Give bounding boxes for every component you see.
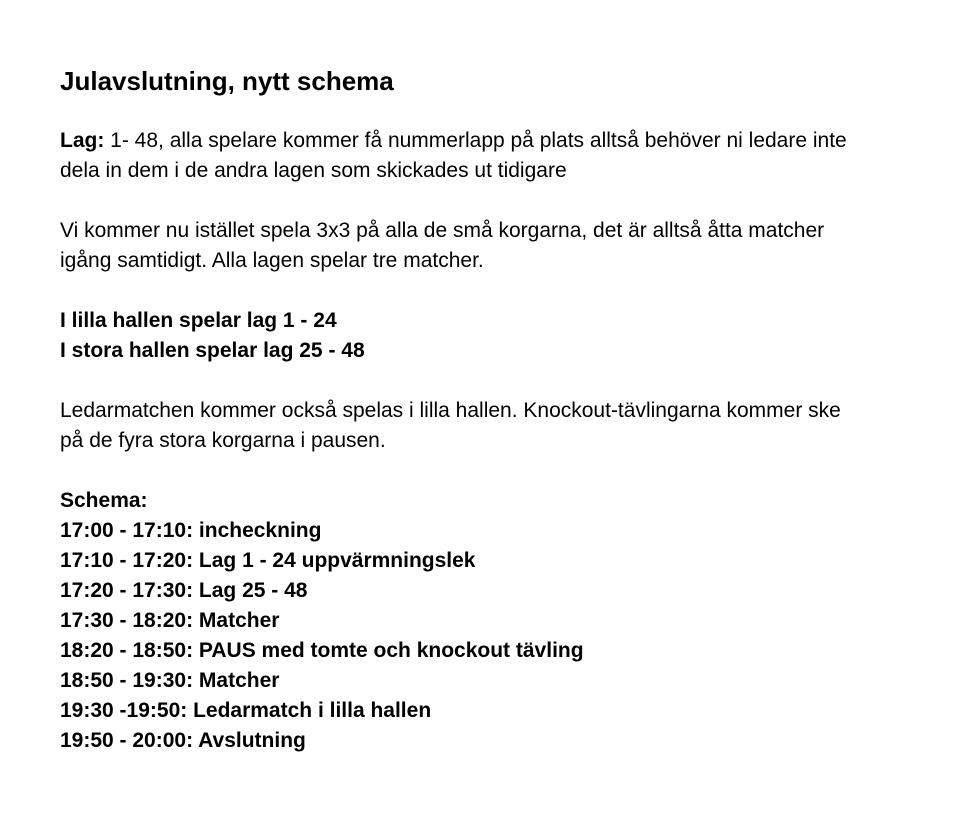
schedule-block	[60, 486, 906, 756]
schedule-item-checkin: 17:00 - 17:10: incheckning	[60, 519, 322, 542]
paragraph-format-line-2: igång samtidigt. Alla lagen spelar tre matcher.	[60, 249, 484, 272]
paragraph-teams-line-2: dela in dem i de andra lagen som skickades ut tidigare	[60, 159, 567, 182]
paragraph-teams	[60, 126, 906, 186]
schedule-item-matches-2: 18:50 - 19:30: Matcher	[60, 669, 280, 692]
paragraph-ledarmatch-line-1: Ledarmatchen kommer också spelas i lilla hallen. Knockout-tävlingarna kommer ske	[60, 399, 841, 422]
paragraph-ledarmatch-line-2: på de fyra stora korgarna i pausen.	[60, 429, 386, 452]
hall-big-assignment: I stora hallen spelar lag 25 - 48	[60, 339, 365, 362]
teams-bold-label: Lag:	[60, 129, 105, 152]
schedule-item-matches-1: 17:30 - 18:20: Matcher	[60, 609, 280, 632]
paragraph-ledarmatch	[60, 396, 906, 456]
schedule-heading: Schema:	[60, 489, 148, 512]
paragraph-format	[60, 216, 906, 276]
paragraph-halls	[60, 306, 906, 366]
schedule-item-closing: 19:50 - 20:00: Avslutning	[60, 729, 306, 752]
paragraph-teams-line-1	[60, 126, 906, 156]
schedule-item-warmup-25-48: 17:20 - 17:30: Lag 25 - 48	[60, 579, 308, 602]
schedule-item-warmup-1-24: 17:10 - 17:20: Lag 1 - 24 uppvärmningslek	[60, 549, 476, 572]
document-title: Julavslutning, nytt schema	[60, 66, 394, 96]
schedule-item-leader-match: 19:30 -19:50: Ledarmatch i lilla hallen	[60, 699, 432, 722]
teams-line-1-text: 1- 48, alla spelare kommer få nummerlapp på plats alltså behöver ni ledare inte	[104, 129, 847, 152]
schedule-item-pause: 18:20 - 18:50: PAUS med tomte och knockout tävling	[60, 639, 584, 662]
paragraph-format-line-1: Vi kommer nu istället spela 3x3 på alla de små korgarna, det är alltså åtta matcher	[60, 219, 825, 242]
hall-small-assignment: I lilla hallen spelar lag 1 - 24	[60, 309, 337, 332]
